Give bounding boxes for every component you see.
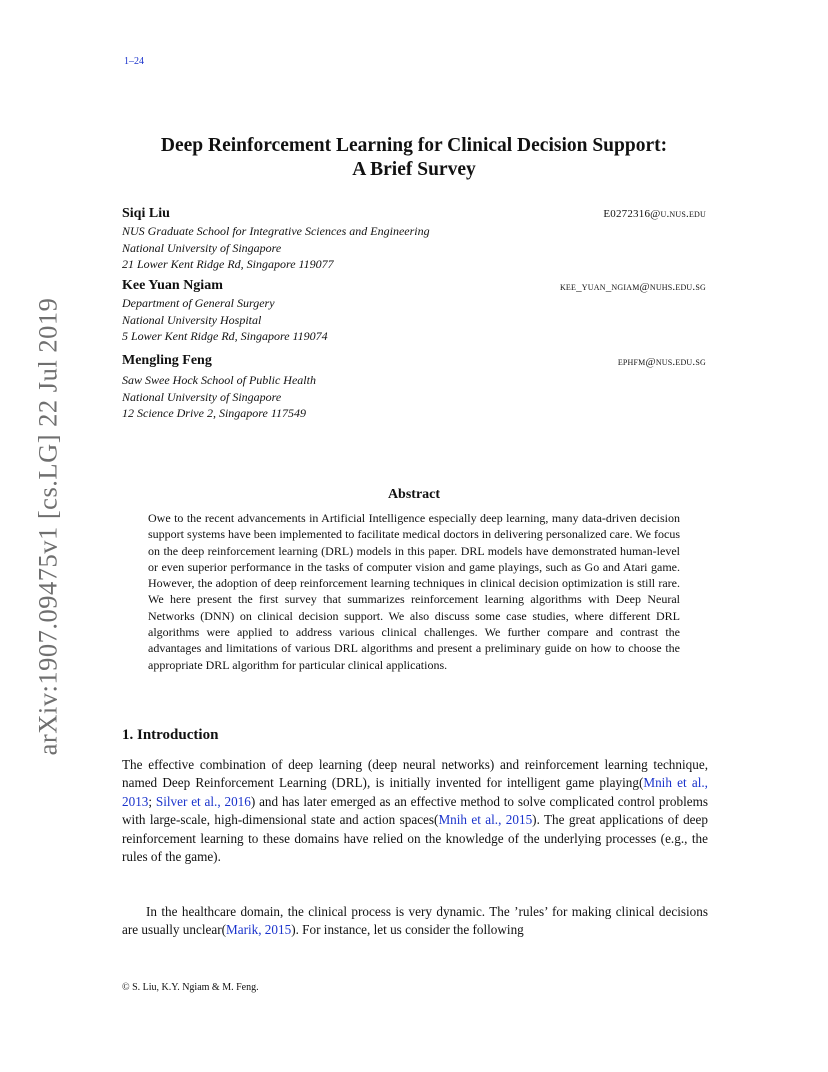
author-affiliation-ngiam	[122, 295, 328, 345]
section-heading-introduction: 1. Introduction	[122, 727, 219, 743]
citation-link[interactable]: Mnih et al., 2013	[122, 775, 708, 809]
author-name-ngiam: Kee Yuan Ngiam	[122, 278, 223, 293]
page-range: 1–24	[124, 56, 144, 67]
author-email-feng: ephfm@nus.edu.sg	[617, 356, 706, 368]
abstract-heading: Abstract	[387, 487, 441, 502]
affiliation-line: National University Hospital	[122, 312, 262, 327]
title-line-1: Deep Reinforcement Learning for Clinical Decision Support:	[160, 135, 668, 156]
paragraph-text: The effective combination of deep learning (deep neural networks) and reinforcement learning technique, named Deep Reinforcement Learning (DRL), is initially invented for intelligent game playing(	[122, 757, 708, 791]
citation-link[interactable]: Marik, 2015	[225, 922, 292, 938]
author-name-liu: Siqi Liu	[122, 206, 170, 221]
affiliation-line: 21 Lower Kent Ridge Rd, Singapore 119077	[122, 257, 334, 271]
arxiv-stamp	[32, 296, 63, 756]
author-affiliation-feng	[122, 372, 316, 422]
paragraph-text: ). For instance, let us consider the following	[291, 922, 524, 938]
title-line-2: A Brief Survey	[352, 159, 476, 180]
affiliation-line: 12 Science Drive 2, Singapore 117549	[122, 406, 306, 420]
author-email-liu: E0272316@u.nus.edu	[603, 208, 706, 220]
paragraph-text: ) and has later emerged as an effective method to solve complicated control problems with large-scale, high-dimensional state and action spaces(	[122, 793, 708, 828]
arxiv-identifier: arXiv:1907.09475v1 [cs.LG] 22 Jul 2019	[32, 297, 63, 755]
affiliation-line: National University of Singapore	[122, 240, 282, 255]
paragraph-text: In the healthcare domain, the clinical process is very dynamic. The ’rules’ for making clinical decisions are usually unclear(	[122, 904, 708, 938]
affiliation-line: Department of General Surgery	[122, 296, 275, 310]
affiliation-line: 5 Lower Kent Ridge Rd, Singapore 119074	[122, 329, 328, 343]
author-name-feng: Mengling Feng	[122, 353, 212, 368]
copyright-footer: © S. Liu, K.Y. Ngiam & M. Feng.	[122, 982, 259, 993]
intro-paragraph-2	[122, 903, 708, 940]
citation-link[interactable]: Silver et al., 2016	[155, 793, 251, 809]
intro-paragraph-1	[122, 756, 708, 866]
author-email-ngiam: kee_yuan_ngiam@nuhs.edu.sg	[559, 281, 706, 293]
affiliation-line: Saw Swee Hock School of Public Health	[122, 373, 316, 387]
paper-title	[100, 134, 728, 182]
abstract-body: Owe to the recent advancements in Artificial Intelligence especially deep learning, many data-driven decision support systems have been implemented to facilitate medical doctors in delivering personalized care. We focus on the deep reinforcement learning (DRL) models in this paper. DRL models have demonstrated human-level or even superior performance in the tasks of computer vision and game playings, such as Go and Atari game. However, the adoption of deep reinforcement learning techniques in clinical decision optimization is still rare. We here present the first survey that summarizes reinforcement learning algorithms with Deep Neural Networks (DNN) on clinical decision support. We also discuss some case studies, where different DRL algorithms were applied to address various clinical challenges. We further compare and contrast the advantages and limitations of various DRL algorithms and present a preliminary guide on how to choose the appropriate DRL algorithm for particular clinical applications.	[148, 511, 680, 672]
paragraph-text: ;	[148, 793, 156, 809]
paragraph-text: ). The great applications of deep reinforcement learning to these domains have relied on the knowledge of the underlying processes (e.g., the rules of the game).	[122, 812, 708, 865]
citation-link[interactable]: Mnih et al., 2015	[438, 812, 533, 828]
author-affiliation-liu	[122, 223, 430, 273]
affiliation-line: NUS Graduate School for Integrative Sciences and Engineering	[122, 224, 430, 238]
affiliation-line: National University of Singapore	[122, 389, 282, 404]
